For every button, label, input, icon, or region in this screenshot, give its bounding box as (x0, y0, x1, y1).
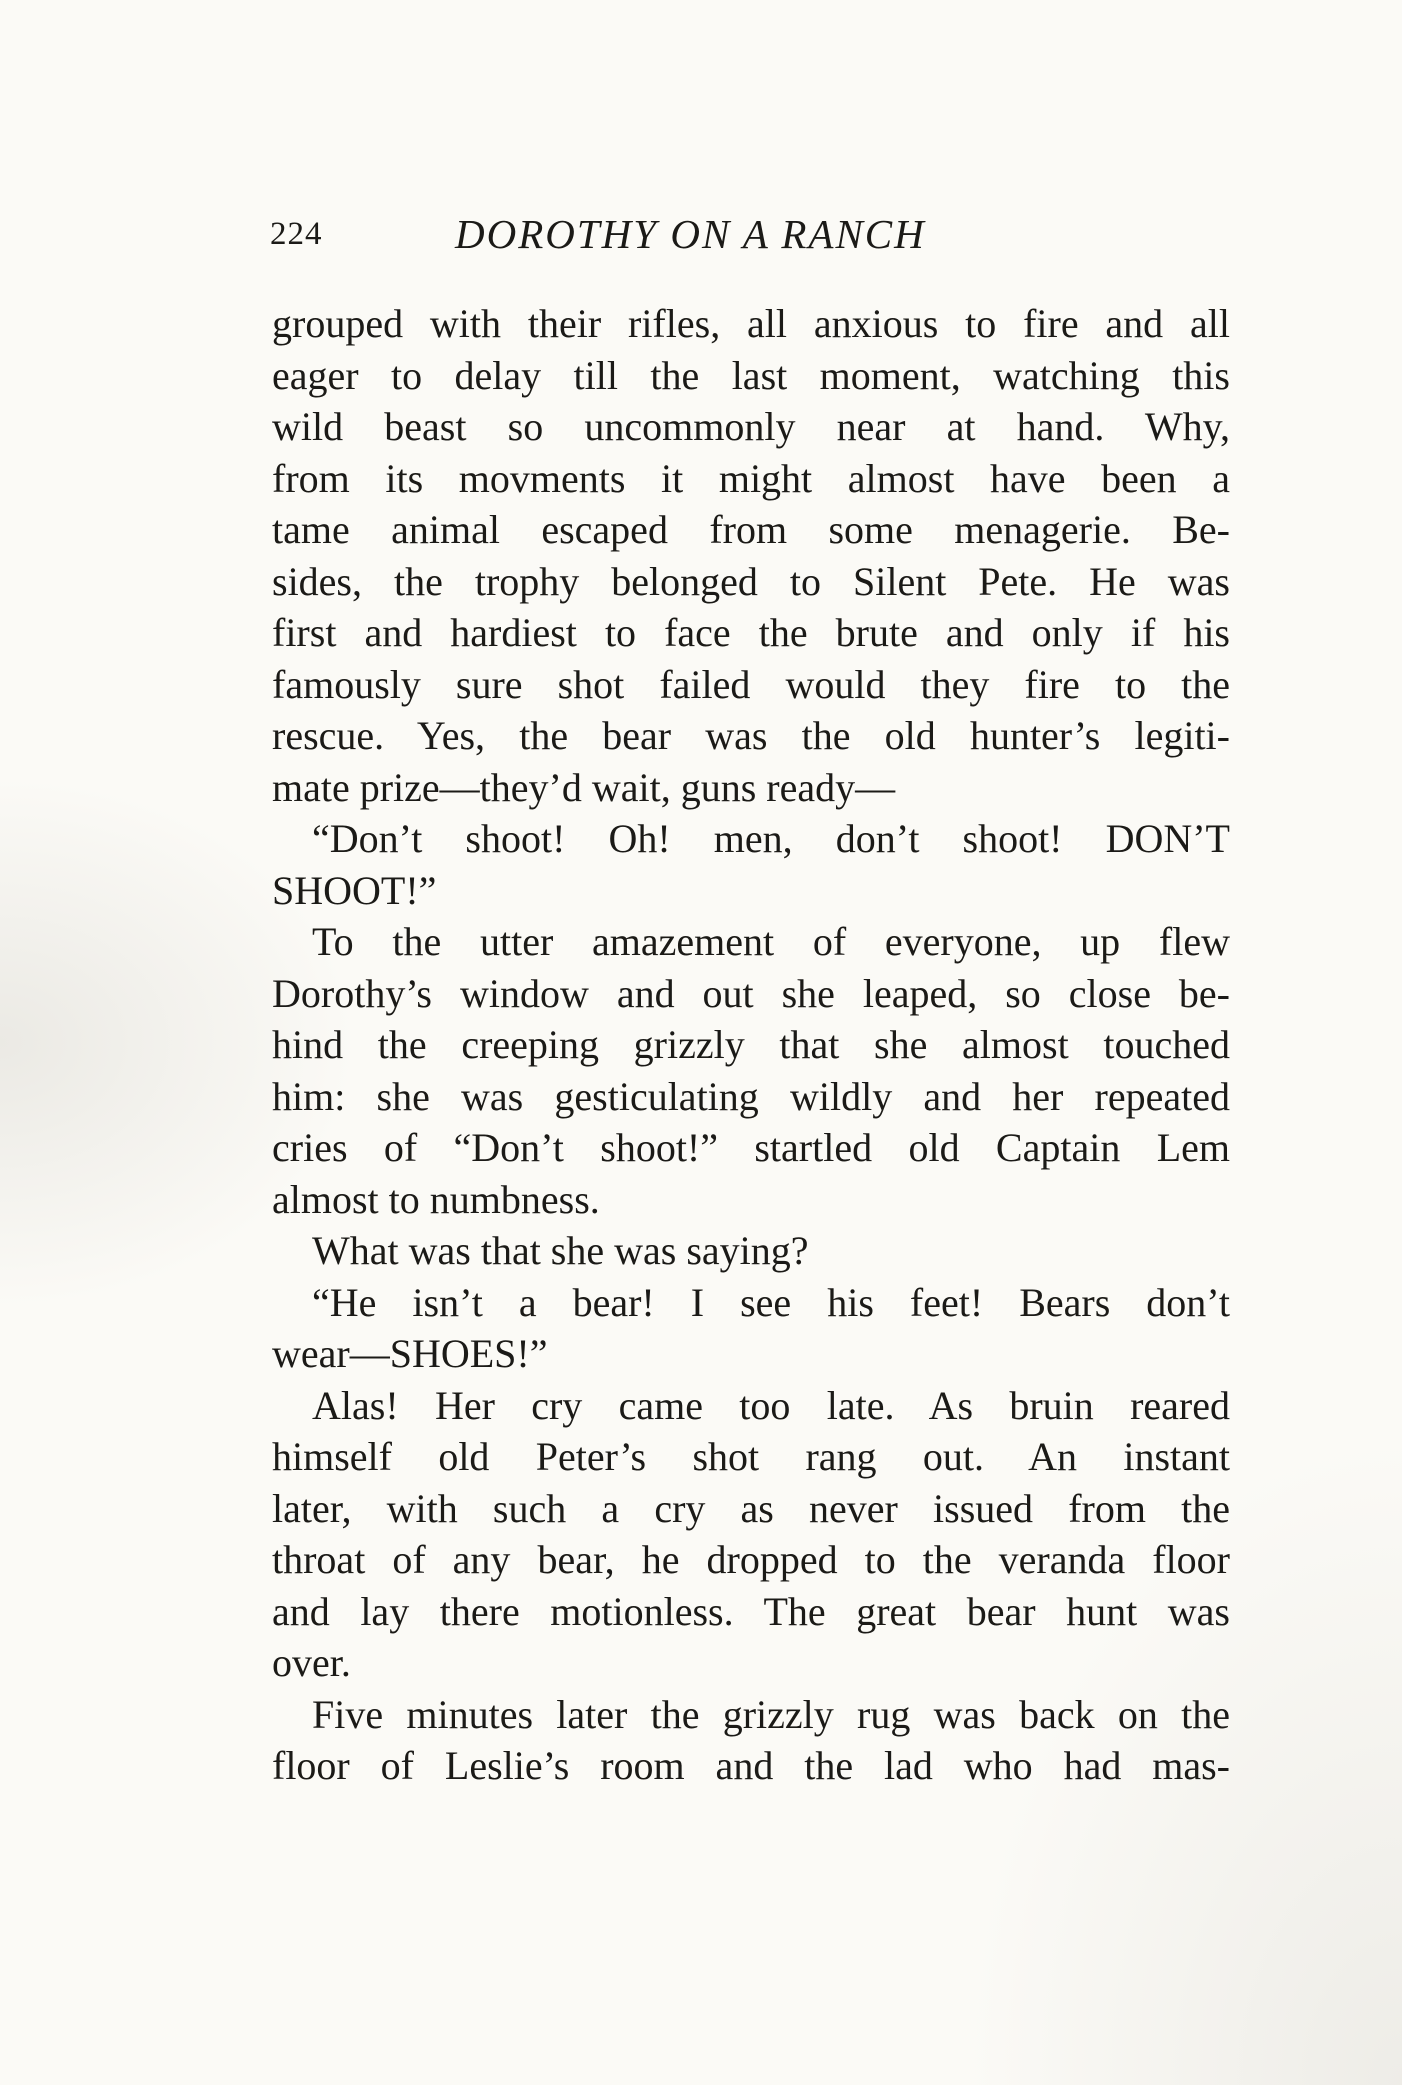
running-head (270, 210, 1230, 270)
text-line: sides, the trophy belonged to Silent Pete. He was (272, 558, 1230, 604)
text-line: To the utter amazement of everyone, up flew (312, 919, 1230, 964)
text-line: hind the creeping grizzly that she almost touched (272, 1022, 1230, 1067)
text-line: almost to numbness. (272, 1176, 600, 1222)
text-line: SHOOT!” (272, 867, 437, 913)
page-number: 224 (270, 216, 323, 252)
text-line: first and hardiest to face the brute and only if his (272, 610, 1230, 655)
text-line: tame animal escaped from some menagerie. Be- (272, 507, 1230, 552)
text-line: throat of any bear, he dropped to the veranda floor (272, 1537, 1230, 1582)
text-line: wild beast so uncommonly near at hand. Why, (272, 404, 1230, 449)
text-line: rescue. Yes, the bear was the old hunter’s legiti- (272, 713, 1230, 758)
text-line: “Don’t shoot! Oh! men, don’t shoot! DON’T (312, 816, 1230, 861)
text-line: “He isn’t a bear! I see his feet! Bears don’t (312, 1279, 1230, 1325)
book-title: DOROTHY ON A RANCH (455, 211, 926, 257)
text-line: himself old Peter’s shot rang out. An instant (272, 1434, 1230, 1479)
text-line: cries of “Don’t shoot!” startled old Captain Lem (272, 1125, 1230, 1170)
text-line: floor of Leslie’s room and the lad who had mas- (272, 1743, 1230, 1788)
text-line: What was that she was saying? (312, 1228, 809, 1273)
text-line: him: she was gesticulating wildly and her repeated (272, 1073, 1230, 1119)
text-line: and lay there motionless. The great bear hunt was (272, 1588, 1230, 1634)
text-line: grouped with their rifles, all anxious to fire and all (272, 301, 1230, 346)
text-line: over. (272, 1640, 351, 1685)
text-line: mate prize—they’d wait, guns ready— (272, 764, 896, 810)
text-line: Alas! Her cry came too late. As bruin reared (312, 1382, 1230, 1428)
text-line: Five minutes later the grizzly rug was back on the (312, 1691, 1230, 1737)
text-line: later, with such a cry as never issued from the (272, 1485, 1230, 1531)
text-line: famously sure shot failed would they fire to the (272, 661, 1230, 707)
text-line: from its movments it might almost have been a (272, 455, 1230, 501)
body-text (272, 298, 1230, 1792)
text-line: wear—SHOES!” (272, 1331, 548, 1376)
text-line: eager to delay till the last moment, watching this (272, 352, 1230, 398)
text-line: Dorothy’s window and out she leaped, so close be- (272, 970, 1230, 1016)
